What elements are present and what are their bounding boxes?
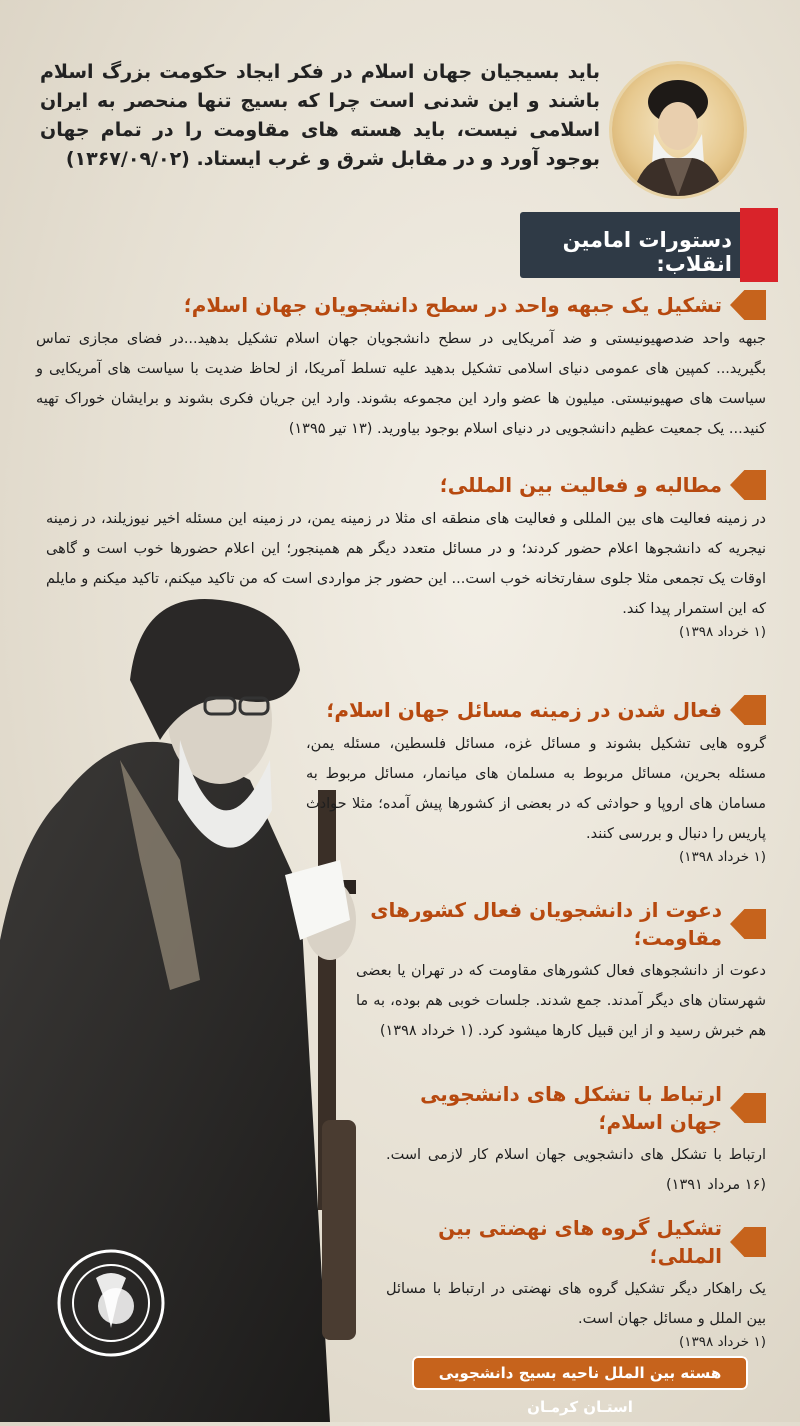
footer-organization-badge: هسته بین الملل ناحیه بسیج دانشجویی استـان کرمـان [412,1356,748,1390]
directive-4 [356,896,766,1046]
directive-heading: مطالبه و فعالیت بین المللی؛ [439,473,722,497]
directive-body: جبهه واحد ضدصهیونیستی و ضد آمریکایی در سطح دانشجویان جهان اسلام تشکیل بدهید...در فضای مجازی تماس بگیرید... کمپین های عمومی دنیای اسلامی تشکیل بدهید علیه تسلط آمریکا، از لحاظ ضدیت با سیاست های آمریکایی و سیاست های صهیونیستی. میلیون ها عضو وارد این مجموعه بشوند. وارد این جریان فکری بشوند و برایشان خوراک تهیه کنید... یک جمعیت عظیم دانشجویی در دنیای اسلام بوجود بیاورید. (۱۳ تیر ۱۳۹۵) [36,331,766,437]
directive-6 [386,1214,766,1350]
directive-heading: تشکیل گروه های نهضتی بین المللی؛ [438,1216,722,1268]
directive-heading: فعال شدن در زمینه مسائل جهان اسلام؛ [326,698,722,722]
directive-date: (۱ خرداد ۱۳۹۸) [679,1334,766,1350]
bullet-arrow-icon [730,695,766,725]
directive-heading: دعوت از دانشجویان فعال کشورهای مقاومت؛ [370,898,722,950]
organization-logo [56,1248,166,1358]
portrait-medallion [612,64,744,196]
bullet-arrow-icon [730,909,766,939]
intro-quote: باید بسیجیان جهان اسلام در فکر ایجاد حکومت بزرگ اسلام باشند و این شدنی است چرا که بسیج تنها منحصر به ایران اسلامی نیست، باید هسته های مقاومت را در تمام جهان بوجود آورد و در مقابل شرق و غرب ایستاد. (۱۳۶۷/۰۹/۰۲) [40,61,600,170]
section-banner [520,212,772,278]
directive-body: یک راهکار دیگر تشکیل گروه های نهضتی در ارتباط با مسائل بین الملل و مسائل جهان است. [386,1281,766,1327]
banner-red-tab [740,208,778,282]
directive-body: در زمینه فعالیت های بین المللی و فعالیت های منطقه ای مثلا در زمینه یمن، در زمینه این مسئله اخیر نیوزیلند، در زمینه نیجریه که دانشجوها اعلام حضور کردند؛ و در مسائل متعدد دیگر هم همینجور؛ این اعلام حضورها خوب است و گاهی اوقات یک تجمعی مثلا جلوی سفارتخانه خوب است... این حضور جز مواردی است که من تاکید میکنم، تاکید میکنم و مایلم که این استمرار پیدا کند. [46,511,766,617]
directive-2 [46,470,766,640]
directive-body: گروه هایی تشکیل بشوند و مسائل غزه، مسائل فلسطین، مسئله یمن، مسئله بحرین، مسائل مربوط به مسلمان های میانمار، مسائل مربوط به مسامان های اروپا و حوادثی که در بعضی از کشورها پیش آمده؛ مثلا حوادث پاریس را دنبال و بررسی کنند. [306,736,766,842]
directive-1 [36,290,766,444]
directive-body: دعوت از دانشجوهای فعال کشورهای مقاومت که در تهران یا بعضی شهرستان های دیگر آمدند. جمع شدند. جلسات خوبی هم بوده، به ما هم خبرش رسید و از این قبیل کارها میشود کرد. (۱ خرداد ۱۳۹۸) [356,963,766,1039]
directive-date: (۱ خرداد ۱۳۹۸) [679,849,766,865]
bullet-arrow-icon [730,1227,766,1257]
bullet-arrow-icon [730,290,766,320]
directive-date: (۱ خرداد ۱۳۹۸) [679,624,766,640]
banner-title: دستورات امامین انقلاب: [562,228,732,276]
directive-heading: تشکیل یک جبهه واحد در سطح دانشجویان جهان اسلام؛ [183,293,722,317]
directive-5 [386,1080,766,1200]
directive-body: ارتباط با تشکل های دانشجویی جهان اسلام کار لازمی است. (۱۶ مرداد ۱۳۹۱) [386,1147,766,1193]
directive-heading: ارتباط با تشکل های دانشجویی جهان اسلام؛ [420,1082,722,1134]
bullet-arrow-icon [730,1093,766,1123]
bullet-arrow-icon [730,470,766,500]
directive-3 [306,695,766,865]
